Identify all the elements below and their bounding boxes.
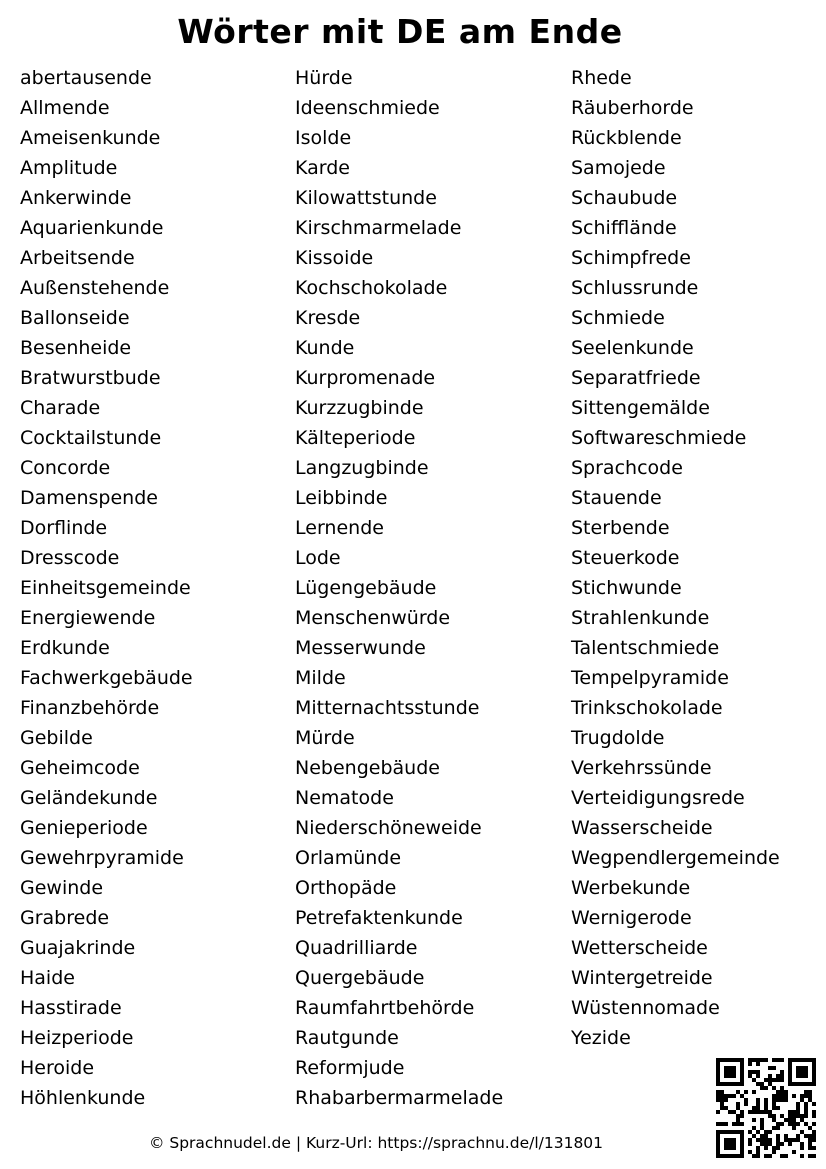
word-item: Dresscode: [20, 547, 120, 569]
word-item: Allmende: [20, 97, 110, 119]
word-item: Trugdolde: [571, 727, 665, 749]
word-item: Hasstirade: [20, 997, 122, 1019]
word-item: Orlamünde: [295, 847, 402, 869]
word-item: Charade: [20, 397, 101, 419]
word-item: Lernende: [295, 517, 384, 539]
word-item: Geländekunde: [20, 787, 158, 809]
word-item: Concorde: [20, 457, 111, 479]
word-item: Stauende: [571, 487, 662, 509]
word-item: Samojede: [571, 157, 666, 179]
word-item: Werbekunde: [571, 877, 691, 899]
word-item: Sterbende: [571, 517, 670, 539]
word-item: Orthopäde: [295, 877, 397, 899]
word-item: Heizperiode: [20, 1027, 134, 1049]
word-item: Haide: [20, 967, 75, 989]
word-item: Lügengebäude: [295, 577, 437, 599]
footer-credit: © Sprachnudel.de | Kurz-Url: https://sprachnu.de/l/131801: [148, 1134, 604, 1152]
word-item: Dorflinde: [20, 517, 108, 539]
word-item: Wintergetreide: [571, 967, 713, 989]
word-item: Ballonseide: [20, 307, 130, 329]
word-item: Cocktailstunde: [20, 427, 162, 449]
word-item: Leibbinde: [295, 487, 388, 509]
word-item: Wasserscheide: [571, 817, 713, 839]
word-item: Gewinde: [20, 877, 104, 899]
word-item: Kissoide: [295, 247, 374, 269]
word-item: Mitternachtsstunde: [295, 697, 480, 719]
word-item: Wegpendlergemeinde: [571, 847, 780, 869]
word-item: Yezide: [571, 1027, 631, 1049]
word-column-3: [571, 63, 780, 1053]
word-item: Finanzbehörde: [20, 697, 160, 719]
word-item: Gewehrpyramide: [20, 847, 184, 869]
word-item: Kurpromenade: [295, 367, 436, 389]
word-item: Kälteperiode: [295, 427, 416, 449]
word-item: Ankerwinde: [20, 187, 132, 209]
word-item: Schiffländе: [571, 217, 677, 239]
word-item: Langzugbinde: [295, 457, 429, 479]
word-item: Heroide: [20, 1057, 95, 1079]
word-item: Grabrede: [20, 907, 110, 929]
word-item: Nebengebäude: [295, 757, 440, 779]
word-item: Wüstennomade: [571, 997, 720, 1019]
word-item: Fachwerkgebäude: [20, 667, 193, 689]
word-item: Nematode: [295, 787, 394, 809]
word-item: Milde: [295, 667, 346, 689]
word-item: Außenstehende: [20, 277, 170, 299]
word-item: Rhabarbermarmelade: [295, 1087, 504, 1109]
word-item: abertausende: [20, 67, 152, 89]
page-title: Wörter mit DE am Ende: [177, 12, 623, 51]
word-item: Höhlenkunde: [20, 1087, 146, 1109]
word-item: Steuerkode: [571, 547, 680, 569]
word-column-1: [20, 63, 193, 1113]
word-item: Schlussrunde: [571, 277, 699, 299]
word-item: Separatfriede: [571, 367, 701, 389]
word-item: Gebilde: [20, 727, 93, 749]
word-item: Bratwurstbude: [20, 367, 161, 389]
word-item: Guajakrinde: [20, 937, 136, 959]
word-item: Schmiede: [571, 307, 665, 329]
word-item: Erdkunde: [20, 637, 110, 659]
word-item: Wernigerode: [571, 907, 692, 929]
word-item: Menschenwürde: [295, 607, 451, 629]
word-item: Softwareschmiede: [571, 427, 747, 449]
word-item: Kirschmarmelade: [295, 217, 462, 239]
word-item: Ameisenkunde: [20, 127, 161, 149]
word-item: Trinkschokolade: [571, 697, 723, 719]
word-item: Strahlenkunde: [571, 607, 710, 629]
word-item: Energiewende: [20, 607, 156, 629]
word-item: Schaubude: [571, 187, 678, 209]
word-item: Quergebäude: [295, 967, 425, 989]
word-item: Damenspende: [20, 487, 158, 509]
word-item: Verteidigungsrede: [571, 787, 745, 809]
word-item: Mürde: [295, 727, 355, 749]
word-item: Quadrilliarde: [295, 937, 418, 959]
word-item: Ideenschmiede: [295, 97, 440, 119]
word-item: Rautgunde: [295, 1027, 399, 1049]
word-item: Einheitsgemeinde: [20, 577, 191, 599]
word-item: Isolde: [295, 127, 352, 149]
word-item: Aquarienkunde: [20, 217, 164, 239]
qr-code-icon: [716, 1058, 816, 1158]
word-item: Arbeitsende: [20, 247, 135, 269]
word-item: Kresde: [295, 307, 361, 329]
word-column-2: [295, 63, 503, 1113]
word-item: Hürde: [295, 67, 353, 89]
word-item: Lode: [295, 547, 341, 569]
word-item: Karde: [295, 157, 350, 179]
word-item: Niederschöneweide: [295, 817, 482, 839]
word-item: Verkehrssünde: [571, 757, 712, 779]
word-item: Amplitude: [20, 157, 118, 179]
word-item: Stichwunde: [571, 577, 682, 599]
word-item: Kilowattstunde: [295, 187, 437, 209]
word-item: Petrefaktenkunde: [295, 907, 463, 929]
word-item: Kochschokolade: [295, 277, 448, 299]
word-item: Rückblende: [571, 127, 682, 149]
word-item: Kurzzugbinde: [295, 397, 424, 419]
word-item: Besenheide: [20, 337, 132, 359]
word-item: Räuberhorde: [571, 97, 694, 119]
word-item: Kunde: [295, 337, 355, 359]
word-item: Sprachcode: [571, 457, 683, 479]
word-item: Reformjude: [295, 1057, 405, 1079]
word-item: Tempelpyramide: [571, 667, 729, 689]
word-item: Genieperiode: [20, 817, 148, 839]
word-item: Wetterscheide: [571, 937, 708, 959]
word-item: Raumfahrtbehörde: [295, 997, 475, 1019]
word-item: Sittengemälde: [571, 397, 710, 419]
word-item: Geheimcode: [20, 757, 140, 779]
word-item: Schimpfrede: [571, 247, 691, 269]
word-item: Seelenkunde: [571, 337, 694, 359]
word-item: Messerwunde: [295, 637, 426, 659]
word-item: Rhede: [571, 67, 632, 89]
word-item: Talentschmiede: [571, 637, 720, 659]
